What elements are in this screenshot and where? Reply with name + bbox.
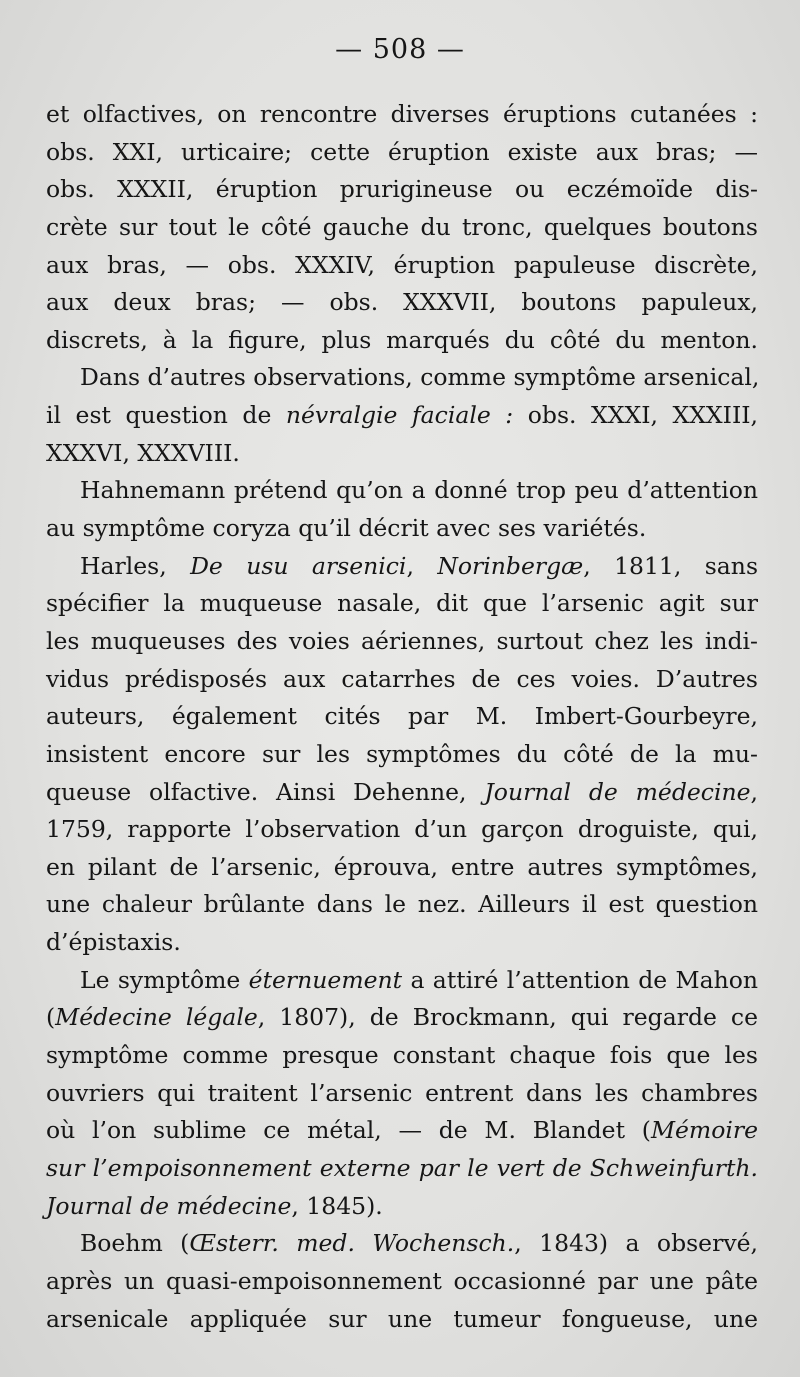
text-line [46, 585, 758, 623]
text-line [46, 359, 758, 397]
text-segment: après un quasi-empoisonnement occasionné par une pâte [46, 1266, 758, 1295]
text-segment: obs. XXXII, éruption prurigineuse ou eczémoïde dis- [46, 175, 758, 204]
text-segment: vidus prédisposés aux catarrhes de ces voies. D’autres [46, 664, 758, 693]
text-segment: Boehm ( [80, 1229, 190, 1258]
text-segment: symptôme comme presque constant chaque fois que les [46, 1041, 758, 1070]
text-line [46, 548, 758, 586]
text-segment: Harles, [80, 551, 191, 580]
text-line [46, 397, 758, 435]
italic-text: Mémoire [650, 1116, 758, 1145]
text-line [46, 811, 758, 849]
text-segment: les muqueuses des voies aériennes, surtout chez les indi- [46, 626, 758, 655]
text-line [46, 1150, 758, 1188]
text-line [46, 96, 758, 134]
text-line [46, 999, 758, 1037]
text-line [46, 736, 758, 774]
text-line [46, 661, 758, 699]
text-line [46, 849, 758, 887]
text-line [46, 209, 758, 247]
text-line [46, 322, 758, 360]
text-segment: et olfactives, on rencontre diverses éruptions cutanées : [46, 100, 758, 128]
text-line [46, 774, 758, 812]
text-segment: ( [46, 1003, 56, 1032]
text-segment: , 1843) a observé, [514, 1229, 758, 1258]
text-line [46, 472, 758, 510]
italic-text: sur l’empoisonnement externe par le vert de Schweinfurth. [46, 1153, 758, 1182]
text-segment: discrets, à la figure, plus marqués du côté du menton. [46, 325, 758, 354]
text-segment: 1759, rapporte l’observation d’un garçon droguiste, qui, [46, 815, 758, 844]
text-segment: ouvriers qui traitent l’arsenic entrent dans les chambres [46, 1078, 758, 1107]
text-line [46, 1112, 758, 1150]
text-line [46, 247, 758, 285]
text-segment: , [406, 551, 438, 580]
text-segment: au symptôme coryza qu’il décrit avec ses variétés. [46, 514, 647, 543]
text-line [46, 1037, 758, 1075]
text-segment: XXXVI, XXXVIII. [46, 438, 240, 467]
text-line [46, 886, 758, 924]
text-line [46, 962, 758, 1000]
text-segment: obs. XXXI, XXXIII, [513, 401, 758, 430]
text-segment: auteurs, également cités par M. Imbert-Gourbeyre, [46, 702, 758, 731]
italic-text: Journal de médecine [46, 1191, 292, 1220]
italic-text: Norinbergæ [437, 551, 584, 580]
italic-text: Œsterr. med. Wochensch. [189, 1229, 515, 1258]
text-segment: où l’on sublime ce métal, — de M. Blandet ( [46, 1116, 651, 1145]
text-line [46, 510, 758, 548]
text-segment: spécifier la muqueuse nasale, dit que l’arsenic agit sur [46, 589, 758, 618]
text-segment: une chaleur brûlante dans le nez. Ailleurs il est question [46, 890, 758, 919]
text-segment: aux deux bras; — obs. XXXVII, boutons papuleux, [46, 288, 758, 317]
text-segment: a attiré l’attention de Mahon [402, 965, 758, 994]
text-segment: Hahnemann prétend qu’on a donné trop peu d’attention [80, 476, 758, 505]
italic-text: De usu arsenici [190, 551, 407, 580]
text-segment: d’épistaxis. [46, 928, 181, 957]
italic-text: éternuement [248, 965, 403, 994]
text-line [46, 435, 758, 473]
text-line [46, 1225, 758, 1263]
text-segment: crète sur tout le côté gauche du tronc, quelques boutons [46, 212, 758, 241]
text-segment: en pilant de l’arsenic, éprouva, entre autres symptômes, [46, 852, 758, 881]
text-segment: , 1807), de Brockmann, qui regarde ce [257, 1003, 758, 1032]
text-line [46, 1188, 758, 1226]
text-segment: , 1845). [291, 1191, 383, 1220]
italic-text: névralgie faciale : [285, 401, 514, 430]
text-line [46, 924, 758, 962]
page-number: — 508 — [335, 34, 465, 65]
text-line [46, 284, 758, 322]
text-line [46, 623, 758, 661]
italic-text: Médecine légale [55, 1003, 258, 1032]
text-segment: aux bras, — obs. XXXIV, éruption papuleuse discrète, [46, 250, 758, 279]
text-line [46, 1263, 758, 1301]
text-line [46, 1075, 758, 1113]
italic-text: Journal de médecine [484, 777, 751, 806]
text-line [46, 1301, 758, 1339]
text-line [46, 171, 758, 209]
text-segment: , [750, 777, 758, 806]
text-segment: il est question de [46, 401, 286, 430]
text-line [46, 698, 758, 736]
text-line [46, 134, 758, 172]
text-segment: obs. XXI, urticaire; cette éruption existe aux bras; — [46, 137, 758, 166]
text-segment: arsenicale appliquée sur une tumeur fongueuse, une [46, 1304, 758, 1333]
text-segment: insistent encore sur les symptômes du côté de la mu- [46, 739, 758, 768]
body-text [46, 96, 758, 1338]
text-segment: , 1811, sans [583, 551, 758, 580]
text-segment: Dans d’autres observations, comme symptôme arsenical, [80, 363, 760, 392]
text-segment: queuse olfactive. Ainsi Dehenne, [46, 777, 485, 806]
text-segment: Le symptôme [80, 965, 249, 994]
